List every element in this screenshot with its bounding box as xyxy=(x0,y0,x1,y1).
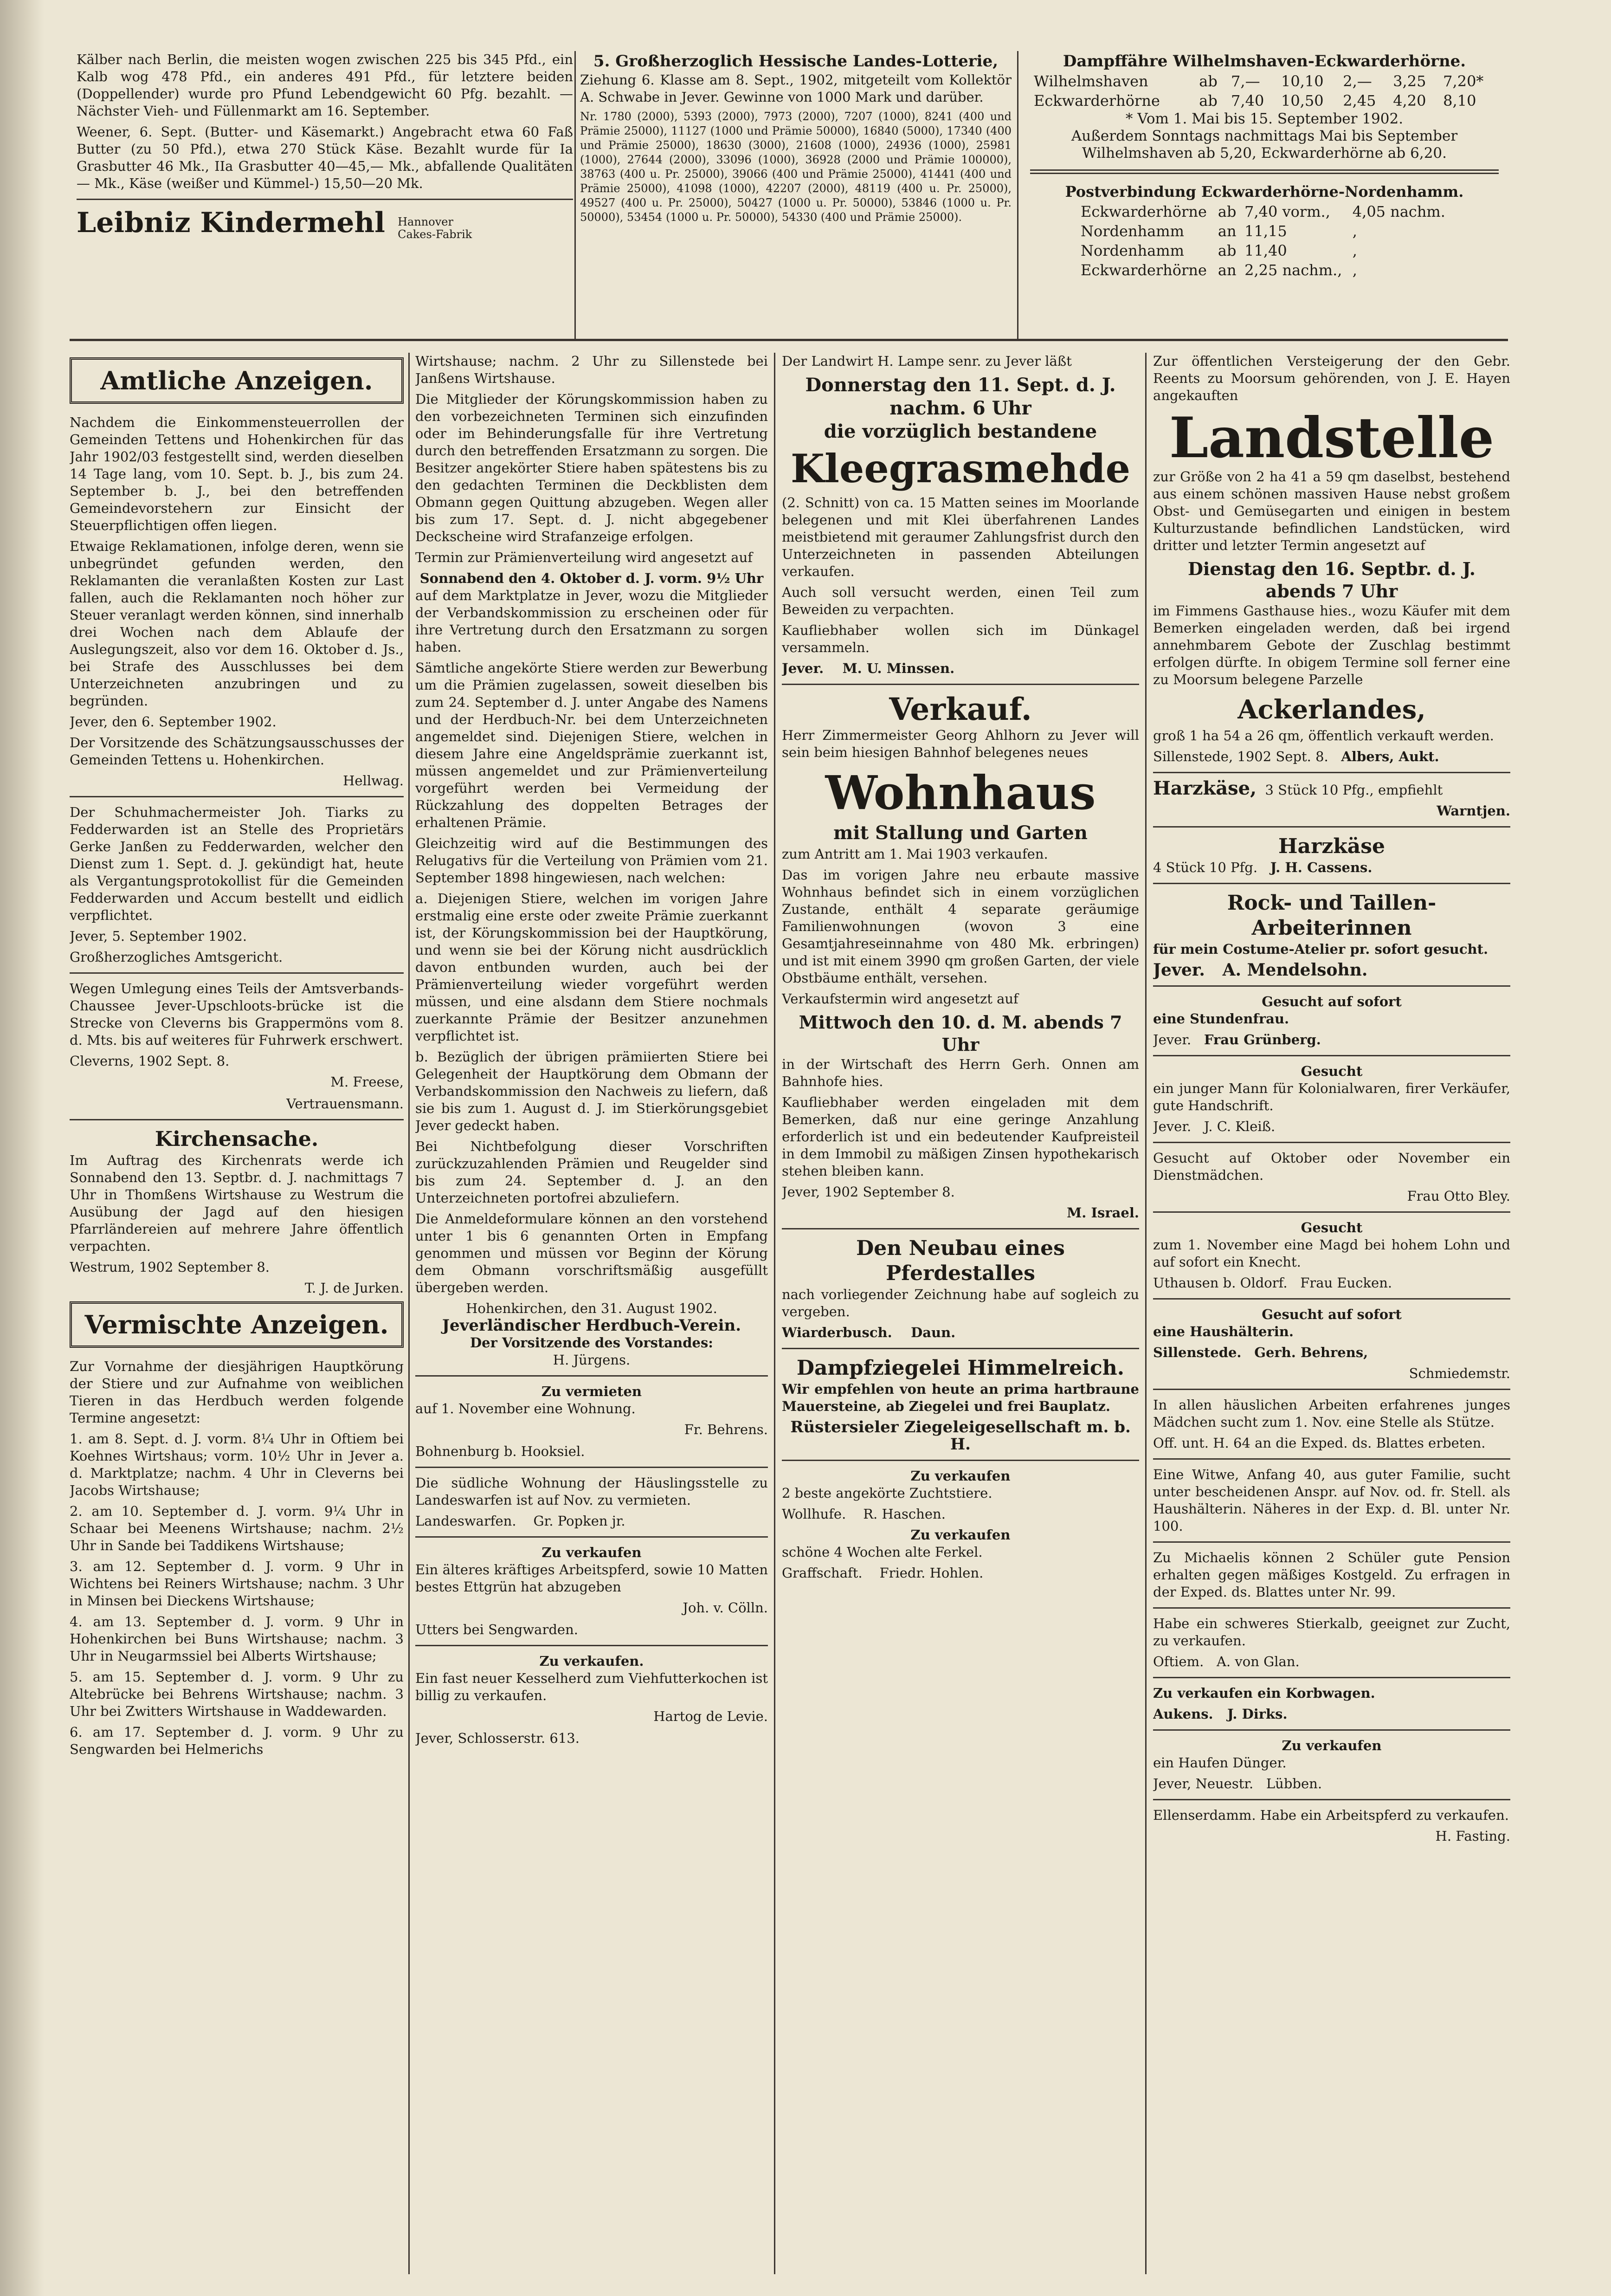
zv2-sig xyxy=(782,1565,1139,1582)
harz1-name: Warntjen. xyxy=(1437,803,1510,819)
rock-loc: Jever. xyxy=(1153,960,1205,980)
schuh-text: Der Schuhmachermeister Joh. Tiarks zu Fedderwarden ist an Stelle des Proprietärs Gerke Janßen zu Fedderwarden, welcher den Dienst zum 1. Sept. d. J. gekündigt hat, heute als Vergantungsprotokollist für die Gemeinden Fedderwarden und Accum bestellt und eidlich verpflichtet. xyxy=(70,804,404,923)
post-cell: 4,05 nachm. xyxy=(1352,203,1445,220)
g2-name: J. C. Kleiß. xyxy=(1204,1119,1276,1134)
verm-heading: Zu vermieten xyxy=(541,1384,642,1399)
lampe-time: nachm. 6 Uhr xyxy=(889,397,1031,419)
post-cell: ab xyxy=(1218,242,1237,259)
c2-p2-bold: Sonnabend den 4. Oktober d. J. vorm. 9½ Uhr xyxy=(419,570,764,586)
divider xyxy=(77,199,573,200)
market-text-2: Weener, 6. Sept. (Butter- und Käsemarkt.) Angebracht etwa 60 Faß Butter (zu 50 Pfd.), etwa 270 Stück Käse. Bezahlt wurde für Ia Grasbutter 46 Mk., IIa Grasbutter 40—45,— Mk., abfallende Qualitäten — Mk., Käse (weißer und Kümmel-) 15,50—20 Mk. xyxy=(77,124,573,191)
acker-heading: Ackerlandes, xyxy=(1237,694,1426,725)
page-binding-edge xyxy=(0,0,44,2296)
ferry-cell: 4,20 xyxy=(1393,92,1426,110)
rock-text: für mein Costume-Atelier pr. sofort gesucht. xyxy=(1153,941,1489,957)
ferry-cell: 2,45 xyxy=(1343,92,1376,110)
post-title: Postverbindung Eckwarderhörne-Nordenhamm. xyxy=(1065,183,1464,200)
g7-text: Eine Witwe, Anfang 40, aus guter Familie, sucht unter bescheidenen Anspr. auf Nov. od. fr. Stell. als Haushälterin. Näheres in der Exp. d. Bl. unter Nr. 100. xyxy=(1153,1467,1510,1534)
ferry-cell: Eckwarderhörne xyxy=(1034,92,1160,110)
lottery-notice xyxy=(580,51,1012,228)
herd-name: H. Jürgens. xyxy=(553,1352,631,1368)
amtl-text-2: Etwaige Reklamationen, infolge deren, wenn sie unbegründet gefunden werden, den Reklamanten die veranlaßten Kosten zur Last fallen, auch die Reklamanten noch höher zur Steuer veranlagt werden können, sind innerhalb drei Wochen nach dem Ablaufe der Auslegungszeit, also vor dem 16. Oktober d. Js., bei Strafe des Ausschlusses bei dem Unterzeichneten anzubringen und zu begründen. xyxy=(70,538,404,709)
g5-sig xyxy=(1153,1344,1510,1361)
post-cell: 7,40 vorm., xyxy=(1244,203,1330,220)
lampe-sig xyxy=(782,660,1139,677)
table-row xyxy=(1030,71,1499,91)
harz2-line xyxy=(1153,859,1510,876)
divider xyxy=(70,1119,404,1120)
verm-name: Fr. Behrens. xyxy=(684,1422,768,1437)
post-cell: 2,25 nachm., xyxy=(1244,261,1342,279)
vk2-text: Ein fast neuer Kesselherd zum Viehfutterkochen ist billig zu verkaufen. xyxy=(415,1670,768,1703)
vermischte-header: Vermischte Anzeigen. xyxy=(70,1301,404,1348)
g12-text: Ellenserdamm. Habe ein Arbeitspferd zu verkaufen. xyxy=(1153,1807,1509,1823)
brand-company: Cakes-Fabrik xyxy=(398,228,472,241)
post-cell: 11,40 xyxy=(1244,242,1287,259)
g3-text: Gesucht auf Oktober oder November ein Dienstmädchen. xyxy=(1153,1150,1510,1183)
rock-name: A. Mendelsohn. xyxy=(1222,960,1368,980)
amtliche-header: Amtliche Anzeigen. xyxy=(70,357,404,404)
neubau-loc: Wiarderbusch. xyxy=(782,1325,892,1340)
c2-cont: Wirtshause; nachm. 2 Uhr zu Sillenstede bei Janßens Wirtshause. xyxy=(415,353,768,386)
post-cell: Eckwarderhörne xyxy=(1081,203,1207,220)
verkauf-text-6: Kaufliebhaber werden eingeladen mit dem Bemerken, daß nur eine geringe Anzahlung erforderlich ist und ein bedeutender Kaufpreisteil in dem Immobil zu mäßigen Zinsen hypothekarisch stehen bleiben kann. xyxy=(782,1094,1139,1179)
verkauf-name: M. Israel. xyxy=(1067,1205,1139,1221)
divider xyxy=(415,1375,768,1377)
weg-date: Cleverns, 1902 Sept. 8. xyxy=(70,1053,230,1069)
zv2-heading: Zu verkaufen xyxy=(910,1527,1011,1543)
post-cell: an xyxy=(1218,261,1237,279)
g3-name: Frau Otto Bley. xyxy=(1407,1188,1510,1204)
column-1 xyxy=(70,353,404,2274)
table-row xyxy=(1077,202,1452,221)
lampe-text-2: Auch soll versucht werden, einen Teil zum Beweiden zu verpachten. xyxy=(782,584,1139,617)
south-text: Die südliche Wohnung der Häuslingsstelle zu Landeswarfen ist auf Nov. zu vermieten. xyxy=(415,1475,768,1508)
column-2 xyxy=(415,353,768,2274)
term-item: 4. am 13. September d. J. vorm. 9 Uhr in Hohenkirchen bei Buns Wirtshause; nachm. 3 Uhr in Neugarmssiel bei Alberts Wirtshause; xyxy=(70,1614,404,1664)
divider xyxy=(415,1536,768,1538)
zv2-text: schöne 4 Wochen alte Ferkel. xyxy=(782,1544,983,1560)
g5-text: eine Haushälterin. xyxy=(1153,1324,1294,1339)
c2-p1: Die Mitglieder der Körungskommission haben zu den vorbezeichneten Terminen sich einzufinden oder im Behinderungsfalle für ihre Vertretung durch den betreffenden Ersatzmann zu sorgen. Die Besitzer angekörter Stiere haben spätestens bis zu den gedachten Terminen die Deckblisten dem Obmann gegen Quittung abzugeben. Wegen aller bis zum 17. Sept. d. J. nicht abgegebener Deckscheine wird Strafanzeige erfolgen. xyxy=(415,391,768,544)
g4-heading: Gesucht xyxy=(1301,1220,1363,1235)
harz1-line xyxy=(1153,777,1510,799)
divider xyxy=(1153,1729,1510,1731)
post-cell: , xyxy=(1352,222,1357,240)
herd-title: Jeverländischer Herdbuch-Verein. xyxy=(442,1316,741,1335)
divider xyxy=(1153,1458,1510,1460)
brand-side xyxy=(398,216,472,241)
g2-text: ein junger Mann für Kolonialwaren, firer Verkäufer, gute Handschrift. xyxy=(1153,1080,1510,1113)
land-text-3: im Fimmens Gasthause hies., wozu Käufer mit dem Bemerken eingeladen werden, daß bei irgend annehmbarem Gebote der Zuschlag bestimmt erfolgen dürfte. In obigem Termine soll ferner eine zu Moorsum belegene Parzelle xyxy=(1153,603,1510,687)
market-report xyxy=(77,51,573,241)
kirche-date: Westrum, 1902 September 8. xyxy=(70,1259,270,1275)
lottery-numbers: Nr. 1780 (2000), 5393 (2000), 7973 (2000), 7207 (1000), 8241 (400 und Prämie 25000), 11127 (1000 und Prämie 50000), 16840 (5000), 17340 (400 und Prämie 25000), 18630 (3000), 21608 (1000), 24936 (1000), 25981 (1000), 27644 (2000), 33096 (1000), 36928 (2000 und Prämie 100000), 38763 (400 u. Pr. 25000), 39066 (400 und Prämie 25000), 41441 (400 und Prämie 25000), 41098 (1000), 42207 (2000), 48119 (400 u. Pr. 25000), 49527 (400 u. Pr. 25000), 50427 (1000 u. Pr. 50000), 53846 (1000 u. Pr. 50000), 53454 (1000 u. Pr. 50000), 54330 (400 und Prämie 25000). xyxy=(580,110,1012,224)
zv2-loc: Graffschaft. xyxy=(782,1565,863,1581)
divider xyxy=(1153,1541,1510,1543)
post-cell: ab xyxy=(1218,203,1237,220)
schuh-date: Jever, 5. September 1902. xyxy=(70,928,247,944)
divider xyxy=(1153,1211,1510,1213)
g5-name: Gerh. Behrens, xyxy=(1254,1345,1368,1360)
g5-loc: Sillenstede. xyxy=(1153,1345,1242,1360)
divider xyxy=(1153,1389,1510,1390)
harz1-heading: Harzkäse, xyxy=(1153,777,1257,799)
lampe-big: Kleegrasmehde xyxy=(790,446,1131,492)
c2-p5: Gleichzeitig wird auf die Bestimmungen des Relugativs für die Verteilung von Prämien vom 21. September 1898 hingewiesen, nach welchen: xyxy=(415,835,768,886)
ferry-extra: Außerdem Sonntags nachmittags Mai bis September Wilhelmshaven ab 5,20, Eckwarderhörne ab 6,20. xyxy=(1071,128,1458,162)
g6-text: In allen häuslichen Arbeiten erfahrenes junges Mädchen sucht zum 1. Nov. eine Stelle als Stütze. xyxy=(1153,1397,1510,1430)
divider xyxy=(70,972,404,974)
divider xyxy=(1030,169,1499,174)
vk2-loc: Jever, Schlosserstr. 613. xyxy=(415,1730,580,1746)
g4-text: zum 1. November eine Magd bei hohem Lohn und auf sofort ein Knecht. xyxy=(1153,1237,1510,1270)
g9-name: A. von Glan. xyxy=(1216,1654,1300,1669)
zv1-loc: Wollhufe. xyxy=(782,1506,846,1522)
column-3 xyxy=(782,353,1139,2274)
south-sig xyxy=(415,1513,768,1530)
divider xyxy=(1153,1298,1510,1300)
g10-loc: Aukens. xyxy=(1153,1706,1213,1722)
term-item: 5. am 15. September d. J. vorm. 9 Uhr zu Altebrücke bei Behrens Wirtshause; nachm. 3 Uhr bei Zwitters Wirtshause in Waddewarden. xyxy=(70,1669,404,1719)
neubau-sig xyxy=(782,1324,1139,1341)
ferry-cell: 2,— xyxy=(1343,72,1372,90)
c2-pa: a. Diejenigen Stiere, welchen im vorigen Jahre erstmalig eine erste oder zweite Prämie zuerkannt ist, der Körungskommission bei der Hauptkörung, und wenn sie bei der Körung nicht ausdrücklich davon entbunden wurden, auch bei der Prämienverteilung wieder vorgeführt werden müssen, und eine alsdann dem Stiere nochmals zuerkannte Prämie der Besitzer anzunehmen verpflichtet ist. xyxy=(415,891,768,1044)
verkauf-heading: Verkauf. xyxy=(889,691,1032,727)
g9-sig xyxy=(1153,1653,1510,1670)
harz2-name: J. H. Cassens. xyxy=(1270,860,1373,875)
vk2-heading: Zu verkaufen. xyxy=(539,1653,644,1669)
harz1-text: 3 Stück 10 Pfg., empfiehlt xyxy=(1265,782,1443,798)
c2-p6: Bei Nichtbefolgung dieser Vorschriften zurückzuzahlenden Prämien und Reugelder sind bis zum 24. September d. J. an den Unterzeichneten portofrei abzuliefern. xyxy=(415,1138,768,1206)
g2-heading: Gesucht xyxy=(1301,1063,1363,1079)
ferry-note: * Vom 1. Mai bis 15. September 1902. xyxy=(1125,110,1404,127)
g1-loc: Jever. xyxy=(1153,1032,1192,1048)
vk1-text: Ein älteres kräftiges Arbeitspferd, sowie 10 Matten bestes Ettgrün hat abzugeben xyxy=(415,1562,768,1595)
g4-sig xyxy=(1153,1274,1510,1292)
g11-loc: Jever, Neuestr. xyxy=(1153,1776,1254,1792)
zv1-text: 2 beste angekörte Zuchtstiere. xyxy=(782,1485,992,1501)
table-row xyxy=(1077,221,1452,241)
vk1-name: Joh. v. Cölln. xyxy=(683,1600,768,1616)
divider xyxy=(1153,1055,1510,1056)
post-cell: , xyxy=(1352,261,1357,279)
divider xyxy=(782,1228,1139,1229)
g11-heading: Zu verkaufen xyxy=(1282,1738,1382,1753)
land-big: Landstelle xyxy=(1169,405,1495,471)
ferry-cell: 10,10 xyxy=(1281,72,1324,90)
column-rule xyxy=(574,51,576,339)
divider xyxy=(415,1467,768,1468)
g1-name: Frau Grünberg. xyxy=(1204,1032,1321,1048)
ferry-table xyxy=(1030,71,1499,110)
south-name: Gr. Popken jr. xyxy=(533,1513,625,1529)
c2-p3: auf dem Marktplatze in Jever, wozu die Mitglieder der Verbandskommission zu erscheinen oder für ihre Vertretung durch den Ersatzmann zu sorgen haben. xyxy=(415,588,768,655)
neubau-heading: Den Neubau eines Pferdestalles xyxy=(856,1236,1065,1285)
c2-p7-date: Hohenkirchen, den 31. August 1902. xyxy=(466,1300,717,1316)
lampe-text-3: Kaufliebhaber wollen sich im Dünkagel versammeln. xyxy=(782,622,1139,655)
schuh-sig: Großherzogliches Amtsgericht. xyxy=(70,949,283,965)
kirche-heading: Kirchensache. xyxy=(155,1127,319,1151)
neubau-name: Daun. xyxy=(911,1325,956,1340)
acker-text: groß 1 ha 54 a 26 qm, öffentlich verkauft werden. xyxy=(1153,728,1494,744)
divider xyxy=(415,1645,768,1646)
south-loc: Landeswarfen. xyxy=(415,1513,516,1529)
verm-text: auf 1. November eine Wohnung. xyxy=(415,1401,636,1416)
acker-date: Sillenstede, 1902 Sept. 8. xyxy=(1153,749,1328,764)
divider xyxy=(1153,1142,1510,1143)
verkauf-text-3: Das im vorigen Jahre neu erbaute massive Wohnhaus befindet sich in einem vorzüglichen Zustande, enthält 4 separate geräumige Familienwohnungen (wovon 3 eine Gesamtjahreseinnahme von 480 Mk. erbringen) und ist mit einem 3990 qm großen Garten, der viele Obstbäume enthält, versehen. xyxy=(782,867,1139,986)
column-rule xyxy=(774,353,775,2274)
c2-p7: Die Anmeldeformulare können an den vorstehend unter 1 bis 6 genannten Orten in Empfang genommen und müssen vor Beginn der Körung dem Obmann vorschriftsmäßig ausgefüllt übergeben werden. xyxy=(415,1211,768,1295)
table-row xyxy=(1030,91,1499,110)
column-rule xyxy=(1145,353,1147,2274)
divider xyxy=(1153,1607,1510,1609)
kirche-name: T. J. de Jurken. xyxy=(304,1280,404,1296)
term-item: 1. am 8. Sept. d. J. vorm. 8¼ Uhr in Oftiem bei Koehnes Wirtshaus; vorm. 10½ Uhr in Jever a. d. Marktplatze; nachm. 4 Uhr in Cleverns bei Jacobs Wirtshause; xyxy=(70,1431,404,1498)
dampf-text: Wir empfehlen von heute an prima hartbraune Mauersteine, ab Ziegelei und frei Bauplatz. xyxy=(782,1381,1139,1414)
column-rule xyxy=(408,353,410,2274)
table-row xyxy=(1077,260,1452,280)
verkauf-text-4: Verkaufstermin wird angesetzt auf xyxy=(782,991,1018,1007)
amtl-sig: Der Vorsitzende des Schätzungsausschusses der Gemeinden Tettens u. Hohenkirchen. xyxy=(70,735,404,768)
section-rule xyxy=(70,339,1508,341)
rock-sig xyxy=(1153,962,1510,979)
c2-p4: Sämtliche angekörte Stiere werden zur Bewerbung um die Prämien zugelassen, soweit dieselben bis zum 24. September d. J. unter Angabe des Namens und der Herdbuch-Nr. bei dem Unterzeichneten angemeldet sind. Diejenigen Stiere, welchen in diesem Jahre eine Angeldsprämie zuerkannt ist, müssen angemeldet und zur Prämienverteilung vorgeführt werden bei Vermeidung der Rückzahlung des doppelten Betrages der erhaltenen Prämie. xyxy=(415,660,768,830)
dampf-heading: Dampfziegelei Himmelreich. xyxy=(796,1356,1125,1380)
weg-role: Vertrauensmann. xyxy=(286,1096,404,1112)
ferry-cell: ab xyxy=(1199,72,1218,90)
lampe-sub: die vorzüglich bestandene xyxy=(824,420,1097,442)
ferry-cell: 7,20* xyxy=(1443,72,1484,90)
g5-role: Schmiedemstr. xyxy=(1409,1365,1510,1381)
g2-sig xyxy=(1153,1118,1510,1135)
g5-heading: Gesucht auf sofort xyxy=(1262,1306,1402,1322)
harz2-heading: Harzkäse xyxy=(1278,834,1385,858)
g9-loc: Oftiem. xyxy=(1153,1654,1204,1669)
g1-sig xyxy=(1153,1031,1510,1048)
term-item: 3. am 12. September d. J. vorm. 9 Uhr in Wichtens bei Reiners Wirtshause; nachm. 3 Uhr in Minsen bei Dieckens Wirtshause; xyxy=(70,1559,404,1609)
column-4 xyxy=(1153,353,1510,2274)
brand-ad xyxy=(77,207,573,241)
divider xyxy=(1153,985,1510,987)
brand-city: Hannover xyxy=(398,215,453,228)
vk1-loc: Utters bei Sengwarden. xyxy=(415,1622,578,1637)
lampe-date: Donnerstag den 11. Sept. d. J. xyxy=(805,374,1116,396)
verkauf-date-2: Jever, 1902 September 8. xyxy=(782,1184,955,1200)
divider xyxy=(70,796,404,797)
lampe-name: M. U. Minssen. xyxy=(842,660,955,676)
dampf-company: Rüstersieler Ziegeleigesellschaft m. b. H. xyxy=(790,1418,1131,1454)
g12-name: H. Fasting. xyxy=(1435,1828,1510,1844)
divider xyxy=(782,1348,1139,1349)
divider xyxy=(782,1460,1139,1461)
divider xyxy=(1153,826,1510,828)
g10-text: Zu verkaufen ein Korbwagen. xyxy=(1153,1685,1375,1701)
term-item: 2. am 10. September d. J. vorm. 9¼ Uhr in Schaar bei Meenens Wirtshause; nachm. 2½ Uhr in Sande bei Taddikens Wirtshause; xyxy=(70,1503,404,1553)
g2-loc: Jever. xyxy=(1153,1119,1192,1134)
ferry-cell: 3,25 xyxy=(1393,72,1426,90)
verm-text: Zur Vornahme der diesjährigen Hauptkörung der Stiere und zur Aufnahme von weiblichen Tieren in das Herdbuch werden folgende Termine angesetzt: xyxy=(70,1358,404,1426)
ferry-cell: 8,10 xyxy=(1443,92,1476,110)
g1-heading: Gesucht auf sofort xyxy=(1262,994,1402,1009)
ferry-cell: 10,50 xyxy=(1281,92,1324,110)
post-cell: Nordenhamm xyxy=(1081,222,1184,240)
amtl-date: Jever, den 6. September 1902. xyxy=(70,714,277,730)
lampe-text: (2. Schnitt) von ca. 15 Matten seines im Moorlande belegenen und mit Klei überfahrenen Landes meistbietend mit geraumer Zahlungsfrist durch den Unterzeichneten in passenden Abteilungen verkaufen. xyxy=(782,495,1139,579)
amtl-name: Hellwag. xyxy=(343,773,404,789)
verkauf-text: Herr Zimmermeister Georg Ahlhorn zu Jever will sein beim hiesigen Bahnhof belegenes neues xyxy=(782,727,1139,760)
brand-name: Leibniz Kindermehl xyxy=(77,207,385,239)
amtl-text: Nachdem die Einkommensteuerrollen der Gemeinden Tettens und Hohenkirchen für das Jahr 1902/03 festgestellt sind, werden dieselben 14 Tage lang, vom 10. Sept. b. J., bis zum 24. September b. J., bei den betreffenden Gemeindevorstehern zur Einsicht der Steuerpflichtigen offen liegen. xyxy=(70,414,404,533)
verkauf-date: Mittwoch den 10. d. M. abends 7 Uhr xyxy=(799,1012,1122,1055)
land-date: Dienstag den 16. Septbr. d. J. abends 7 Uhr xyxy=(1187,558,1476,601)
column-rule xyxy=(1017,51,1018,339)
verm-loc: Bohnenburg b. Hooksiel. xyxy=(415,1443,585,1459)
neubau-text: nach vorliegender Zeichnung habe auf sogleich zu vergeben. xyxy=(782,1287,1139,1319)
ferry-cell: Wilhelmshaven xyxy=(1034,72,1148,90)
zv2-name: Friedr. Hohlen. xyxy=(879,1565,984,1581)
g11-text: ein Haufen Dünger. xyxy=(1153,1755,1287,1771)
post-cell: an xyxy=(1218,222,1237,240)
ferry-title: Dampffähre Wilhelmshaven-Eckwarderhörne. xyxy=(1063,52,1466,71)
ferry-cell: ab xyxy=(1199,92,1218,110)
lampe-loc: Jever. xyxy=(782,660,824,676)
post-cell: , xyxy=(1352,242,1357,259)
c2-pb: b. Bezüglich der übrigen prämiierten Stiere bei Gelegenheit der Hauptkörung dem Obmann der Verbandskommission den Nachweis zu liefern, daß sie bis zum 1. August d. J. im Stierkörungsgebiet Jever gedeckt haben. xyxy=(415,1049,768,1133)
c2-p2: Termin zur Prämienverteilung wird angesetzt auf xyxy=(415,550,753,565)
ferry-cell: 7,40 xyxy=(1231,92,1264,110)
harz2-text: 4 Stück 10 Pfg. xyxy=(1153,860,1258,875)
g4-name: Frau Eucken. xyxy=(1300,1275,1392,1291)
weg-name: M. Freese, xyxy=(330,1074,404,1090)
g10-sig xyxy=(1153,1706,1510,1723)
verkauf-sub: mit Stallung und Garten xyxy=(833,822,1088,844)
vk2-name: Hartog de Levie. xyxy=(653,1708,768,1724)
g6-text-2: Off. unt. H. 64 an die Exped. ds. Blattes erbeten. xyxy=(1153,1435,1486,1451)
rock-heading: Rock- und Taillen-Arbeiterinnen xyxy=(1227,891,1437,940)
ferry-cell: 7,— xyxy=(1231,72,1260,90)
acker-name: Albers, Aukt. xyxy=(1341,749,1439,764)
lottery-intro: Ziehung 6. Klasse am 8. Sept., 1902, mitgeteilt vom Kollektör A. Schwabe in Jever. Gewinne von 1000 Mark und darüber. xyxy=(580,72,1012,105)
divider xyxy=(1153,883,1510,884)
g9-text: Habe ein schweres Stierkalb, geeignet zur Zucht, zu verkaufen. xyxy=(1153,1616,1510,1649)
herd-sub: Der Vorsitzende des Vorstandes: xyxy=(470,1335,713,1351)
divider xyxy=(782,684,1139,685)
post-cell: Nordenhamm xyxy=(1081,242,1184,259)
divider xyxy=(1153,1677,1510,1678)
post-cell: Eckwarderhörne xyxy=(1081,261,1207,279)
verkauf-text-2: zum Antritt am 1. Mai 1903 verkaufen. xyxy=(782,846,1048,862)
verkauf-text-5: in der Wirtschaft des Herrn Gerh. Onnen am Bahnhofe hies. xyxy=(782,1056,1139,1089)
g11-sig xyxy=(1153,1775,1510,1792)
post-table xyxy=(1077,202,1452,280)
divider xyxy=(1153,772,1510,773)
verkauf-big: Wohnhaus xyxy=(825,765,1096,820)
term-item: 6. am 17. September d. J. vorm. 9 Uhr zu Sengwarden bei Helmerichs xyxy=(70,1724,404,1757)
land-text: Zur öffentlichen Versteigerung der den Gebr. Reents zu Moorsum gehörenden, von J. E. Hayen angekauften xyxy=(1153,353,1510,403)
g1-text: eine Stundenfrau. xyxy=(1153,1011,1289,1027)
market-text-1: Kälber nach Berlin, die meisten wogen zwischen 225 bis 345 Pfd., ein Kalb wog 478 Pfd., ein anderes 491 Pfd., für letztere beiden (Doppellender) wurde pro Pfund Lebendgewicht 60 Pfg. bezahlt. — Nächster Vieh- und Füllenmarkt am 16. September. xyxy=(77,52,573,119)
weg-text: Wegen Umlegung eines Teils der Amtsverbands-Chaussee Jever-Upschloots-brücke ist die Strecke von Cleverns bis Grappermöns vom 8. d. Mts. bis auf weiteres für Fuhrwerk erschwert. xyxy=(70,981,404,1048)
acker-sig xyxy=(1153,748,1510,765)
g8-text: Zu Michaelis können 2 Schüler gute Pension erhalten gegen mäßiges Kostgeld. Zu erfragen in der Exped. ds. Blattes unter Nr. 99. xyxy=(1153,1550,1510,1600)
lampe-intro: Der Landwirt H. Lampe senr. zu Jever läßt xyxy=(782,353,1072,369)
post-cell: 11,15 xyxy=(1244,222,1287,240)
g10-name: J. Dirks. xyxy=(1227,1706,1288,1722)
land-text-2: zur Größe von 2 ha 41 a 59 qm daselbst, bestehend aus einem schönen massiven Hause nebst großem Obst- und Gemüsegarten und einigen in bestem Kulturzustande befindlichen Landstücken, wird dritter und letzter Termin angesetzt auf xyxy=(1153,469,1510,553)
table-row xyxy=(1077,241,1452,260)
g11-name: Lübben. xyxy=(1266,1776,1322,1792)
zv1-name: R. Haschen. xyxy=(863,1506,946,1522)
zv1-heading: Zu verkaufen xyxy=(910,1468,1011,1484)
vk1-heading: Zu verkaufen xyxy=(541,1545,642,1560)
zv1-sig xyxy=(782,1506,1139,1523)
kirche-text: Im Auftrag des Kirchenrats werde ich Sonnabend den 13. Septbr. d. J. nachmittags 7 Uhr in Thomßens Wirtshause zu Westrum die Ausübung der Jagd auf den hiesigen Pfarrländereien auf mehrere Jahre öffentlich verpachten. xyxy=(70,1152,404,1254)
divider xyxy=(1153,1799,1510,1800)
lottery-title: 5. Großherzoglich Hessische Landes-Lotterie, xyxy=(593,52,999,71)
ferry-schedule xyxy=(1030,51,1499,280)
g4-loc: Uthausen b. Oldorf. xyxy=(1153,1275,1288,1291)
